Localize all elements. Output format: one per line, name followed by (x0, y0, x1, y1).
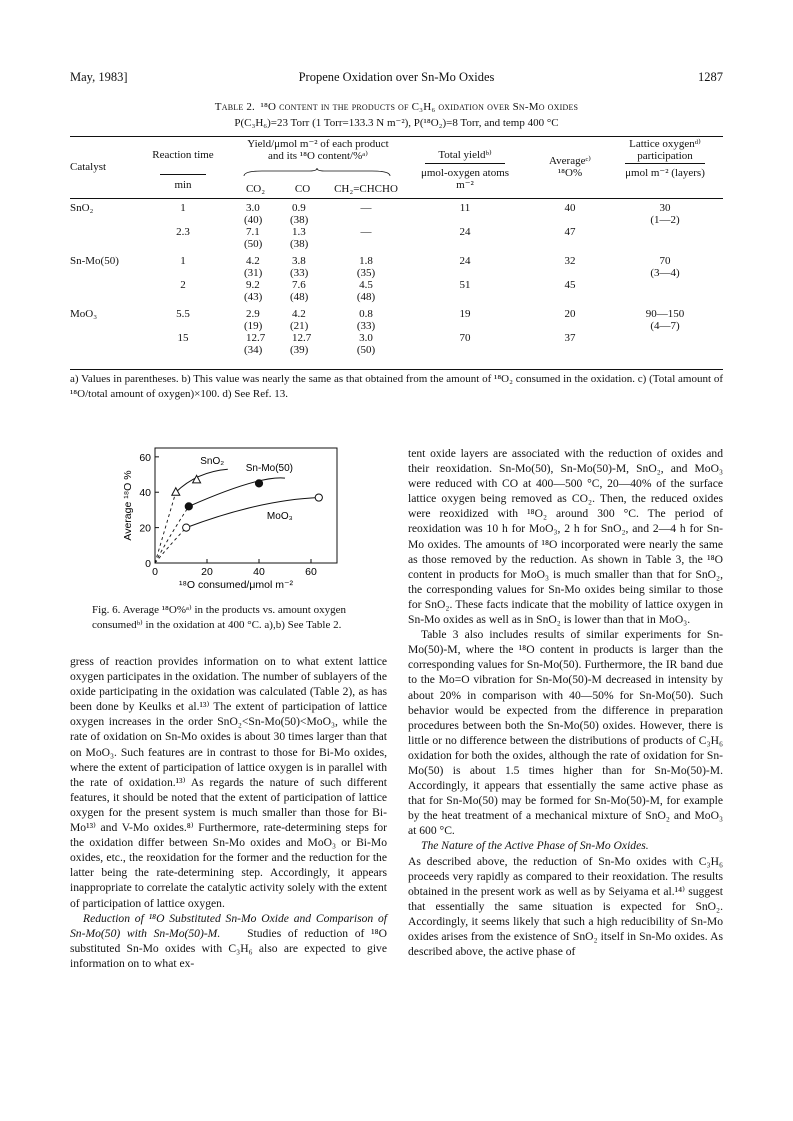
header-co2: CO₂ (245, 183, 266, 195)
cell-co2-pct: (31) (244, 267, 263, 279)
cell-catalyst: SnO₂ (70, 202, 94, 214)
cell-co2: 3.0 (246, 202, 260, 214)
chart-xlabel: ¹⁸O consumed/μmol m⁻² (178, 579, 294, 591)
cell-total: 24 (459, 226, 471, 238)
header-co: CO (294, 183, 311, 195)
series-curve (186, 498, 319, 528)
table-top-rule (70, 136, 723, 137)
cell-catalyst: MoO₃ (70, 308, 98, 320)
cell-co2-pct: (19) (244, 320, 263, 332)
table-caption (70, 99, 723, 131)
cell-co2-pct: (50) (244, 238, 263, 250)
cell-total: 24 (459, 255, 471, 267)
page-number: 1287 (698, 70, 723, 84)
cell-acrolein: 1.8 (359, 255, 373, 267)
cell-lattice: 90—150 (645, 308, 685, 320)
cell-co-pct: (39) (290, 344, 309, 356)
cell-co2-pct: (43) (244, 291, 263, 303)
cell-co-pct: (21) (290, 320, 309, 332)
cell-lattice: 70 (659, 255, 671, 267)
cell-co2-pct: (40) (244, 214, 263, 226)
cell-co-pct: (38) (290, 214, 309, 226)
cell-co: 1.3 (292, 226, 306, 238)
right-column (408, 446, 723, 959)
cell-co2: 7.1 (246, 226, 260, 238)
chart-curves (155, 469, 319, 563)
table-label: Table 2. (214, 101, 256, 113)
figure-caption: Fig. 6. Average ¹⁸O%ᵃ⁾ in the products vs. amount oxygen consumedᵇ⁾ in the oxidation at 400 °C. a),b) See Table 2. (92, 604, 346, 631)
cell-co-pct: (33) (290, 267, 309, 279)
table-row (70, 332, 723, 356)
header-average: Averageᶜ⁾ ¹⁸O% (549, 155, 591, 179)
series-extrapolation (155, 528, 186, 563)
rule-time (160, 174, 206, 175)
cell-co-pct: (38) (290, 238, 309, 250)
running-title: Propene Oxidation over Sn-Mo Oxides (298, 70, 495, 84)
cell-time: 2.3 (176, 226, 190, 238)
rule-total (425, 163, 505, 164)
cell-co: 3.8 (292, 255, 306, 267)
average-18o-chart (115, 440, 345, 600)
section-heading: Reduction of ¹⁸O Substituted Sn-Mo Oxide and Comparison of Sn-Mo(50) with Sn-Mo(50)-M. (70, 911, 387, 940)
cell-layers: (3—4) (650, 267, 680, 279)
cell-layers: (1—2) (650, 214, 680, 226)
series-label: SnO₂ (200, 455, 225, 467)
table-row (70, 226, 723, 250)
series-label: Sn-Mo(50) (245, 463, 294, 474)
cell-total: 19 (459, 308, 471, 320)
y-tick-label: 20 (139, 522, 151, 535)
cell-layers: (4—7) (650, 320, 680, 332)
cell-co2-pct: (34) (244, 344, 263, 356)
header-time-unit: min (174, 179, 192, 191)
table-row (70, 255, 723, 279)
cell-time: 1 (180, 202, 186, 214)
series-curve (176, 469, 228, 492)
chart-ylabel: Average ¹⁸O % (122, 470, 134, 541)
cell-co: 7.6 (292, 279, 306, 291)
table-header-rule (70, 198, 723, 199)
y-tick-label: 40 (139, 487, 151, 500)
journal-date: May, 1983] (70, 70, 128, 84)
data-point-open (315, 494, 322, 501)
cell-lattice: 30 (659, 202, 671, 214)
header-acrolein: CH₂=CHCHO (334, 183, 398, 195)
left-column (70, 654, 387, 971)
cell-time: 5.5 (176, 308, 190, 320)
header-yield-group: Yield/μmol m⁻² of each product and its ¹⁸O content/%ᵃ⁾ (247, 138, 389, 162)
paragraph: tent oxide layers are associated with the reduction of oxides and their reoxidation. Sn-Mo(50), Sn-Mo(50)-M, SnO₂, and MoO₃ were reduced with CO at 400—500 °C, 20—40% of the surface lattice oxygen being removed as CO₂. Then, the reduced oxides were reoxidized with ¹⁸O₂ around 300 °C. The period of reoxidation was 10 h for MoO₃, 2 h for SnO₂, and 2—4 h for Sn-Mo oxides. The amounts of ¹⁸O incorporated were nearly the same as those removed by the reduction. As shown in Table 3, the ¹⁸O content in products for MoO₃ is much smaller than that for SnO₂, the corresponding values for Sn-Mo oxides being similar to those for SnO₂. These facts indicate that the mobility of lattice oxygen in Sn-Mo oxides as well as in SnO₂ is lower than that in MoO₃. (408, 447, 723, 627)
cell-catalyst: Sn-Mo(50) (70, 255, 119, 267)
data-point-triangle (172, 488, 180, 496)
cell-total: 70 (459, 332, 471, 344)
table-footnotes: a) Values in parentheses. b) This value was nearly the same as that obtained from the amount of ¹⁸O₂ consumed in the oxidation. c) (Total amount of ¹⁸O/total amount of oxygen)×100. d) See Ref. 13. (70, 373, 723, 400)
cell-acrolein: — (360, 226, 372, 238)
table-title: ¹⁸O content in the products of C₃H₆ oxidation over Sn-Mo oxides (260, 101, 579, 113)
table-conditions: P(C₃H₆)=23 Torr (1 Torr=133.3 N m⁻²), P(¹⁸O₂)=8 Torr, and temp 400 °C (234, 117, 559, 129)
y-tick-label: 0 (145, 558, 151, 570)
y-tick-label: 60 (139, 451, 151, 464)
x-tick-label: 60 (305, 566, 317, 578)
data-point-filled (255, 480, 262, 487)
cell-co2: 12.7 (246, 332, 266, 344)
cell-co-pct: (48) (290, 291, 309, 303)
cell-average: 40 (564, 202, 576, 214)
data-point-open (183, 524, 190, 531)
cell-acrolein: 0.8 (359, 308, 373, 320)
paragraph (408, 838, 723, 853)
cell-average: 45 (564, 279, 576, 291)
cell-co2: 2.9 (246, 308, 260, 320)
table-row (70, 308, 723, 332)
paragraph: Table 3 also includes results of similar experiments for Sn-Mo(50)-M, where the ¹⁸O content in products is larger than the corresponding values for Sn-Mo(50). Furthermore, the IR band due to the Mo=O vibration for Sn-Mo(50)-M decreased in intensity by about 20% in comparison with 40—50% for Sn-Mo(50). Such behavior would be expected from the difference in preparation procedures between both the Sn-Mo(50) oxides. However, there is little or no difference between the distributions of products of C₃H₆ oxidation for both the oxides, although the rate of oxidation for Sn-Mo(50) is about 1.5 times higher than for Sn-Mo(50)-M. Accordingly, it appears that essentially the same active phase as that for Sn-Mo(50) may be formed for Sn-Mo(50)-M, for example by the heat treatment of a mechanical mixture of SnO₂ and MoO₃ at 600 °C. (408, 628, 723, 838)
cell-acrolein-pct: (35) (356, 267, 376, 279)
cell-total: 51 (459, 279, 471, 291)
cell-co: 0.9 (292, 202, 306, 214)
rule-lattice (625, 163, 705, 164)
cell-time: 15 (177, 332, 189, 344)
cell-acrolein: 4.5 (359, 279, 373, 291)
cell-acrolein: 3.0 (359, 332, 373, 344)
cell-average: 20 (564, 308, 576, 320)
data-point-filled (185, 503, 192, 510)
running-header (70, 70, 723, 86)
cell-average: 37 (564, 332, 576, 344)
section-heading: The Nature of the Active Phase of Sn-Mo Oxides. (421, 839, 649, 853)
cell-average: 47 (564, 226, 576, 238)
cell-acrolein-pct: (50) (356, 344, 376, 356)
chart-series-labels (200, 456, 293, 522)
series-curve (189, 478, 285, 507)
header-lattice-unit: μmol m⁻² (layers) (625, 167, 705, 179)
cell-total: 11 (459, 202, 471, 214)
paragraph: gress of reaction provides information on to what extent lattice oxygen participates in the oxidation. The number of sublayers of the oxide participating in the oxidation was calculated (Table 2), as has been done by Keulks et al.¹³⁾ The extent of participation of lattice oxygen increases in the order SnO₂<Sn-Mo(50)<MoO₃, while the rate of oxidation on Sn-Mo oxides is about 30 times larger than that on MoO₃. Such features are in contrast to those for Bi-Mo oxides, where the extent of participation of lattice oxygen is in parallel with the rate of oxidation.¹³⁾ As regards the nature of such different features, it should be noted that the extent of participation of lattice oxygen for the present system is much smaller than those for Bi-Mo¹³⁾ and V-Mo oxides.⁸⁾ Furthermore, rate-determining steps for the oxidation differ between Sn-Mo oxides and MoO₃ or Bi-Mo oxides, etc., the reoxidation for the former and the reduction for the latter being the rate-determining step. Accordingly, it appears inappropriate to correlate the catalytic activity solely with the extent of participation of lattice oxygen. (70, 655, 387, 910)
x-tick-label: 20 (201, 566, 213, 578)
paragraph-body: Studies of reduction of ¹⁸O substituted Sn-Mo oxides with C₃H₆ also are expected to give information on to what ex- (70, 926, 387, 970)
table-row (70, 202, 723, 226)
cell-co: 4.2 (292, 308, 306, 320)
cell-acrolein-pct: (33) (356, 320, 376, 332)
header-catalyst: Catalyst (70, 161, 107, 173)
series-extrapolation (155, 506, 189, 563)
table-row (70, 279, 723, 303)
header-lattice: Lattice oxygenᵈ⁾ participation (629, 138, 701, 162)
x-tick-label: 40 (253, 566, 265, 578)
cell-acrolein: — (360, 202, 372, 214)
table-bottom-rule (70, 369, 723, 370)
x-tick-label: 0 (152, 566, 158, 578)
cell-time: 2 (180, 279, 186, 291)
figure-6 (115, 440, 345, 600)
paragraph-body: As described above, the reduction of Sn-Mo oxides with C₃H₆ proceeds very rapidly as compared to their reoxidation. The results obtained in the present work as well as by Seiyama et al.¹⁴⁾ suggest that essentially the same situation is expected for SnO₂. Accordingly, it seems likely that such a high reducibility of Sn-Mo oxides arises from the existence of SnO₂ itself in Sn-Mo oxides. As described above, the active phase of (408, 854, 723, 959)
series-label: MoO₃ (266, 510, 293, 522)
header-total-yield: Total yieldᵇ⁾ (438, 149, 492, 161)
brace-yield (242, 168, 392, 178)
cell-co2: 9.2 (246, 279, 260, 291)
cell-co2: 4.2 (246, 255, 260, 267)
cell-acrolein-pct: (48) (356, 291, 376, 303)
header-total-unit: μmol-oxygen atoms m⁻² (420, 167, 510, 191)
header-reaction-time: Reaction time (152, 149, 214, 161)
paragraph (70, 911, 387, 971)
cell-average: 32 (564, 255, 576, 267)
cell-co: 12.7 (292, 332, 312, 344)
cell-time: 1 (180, 255, 186, 267)
